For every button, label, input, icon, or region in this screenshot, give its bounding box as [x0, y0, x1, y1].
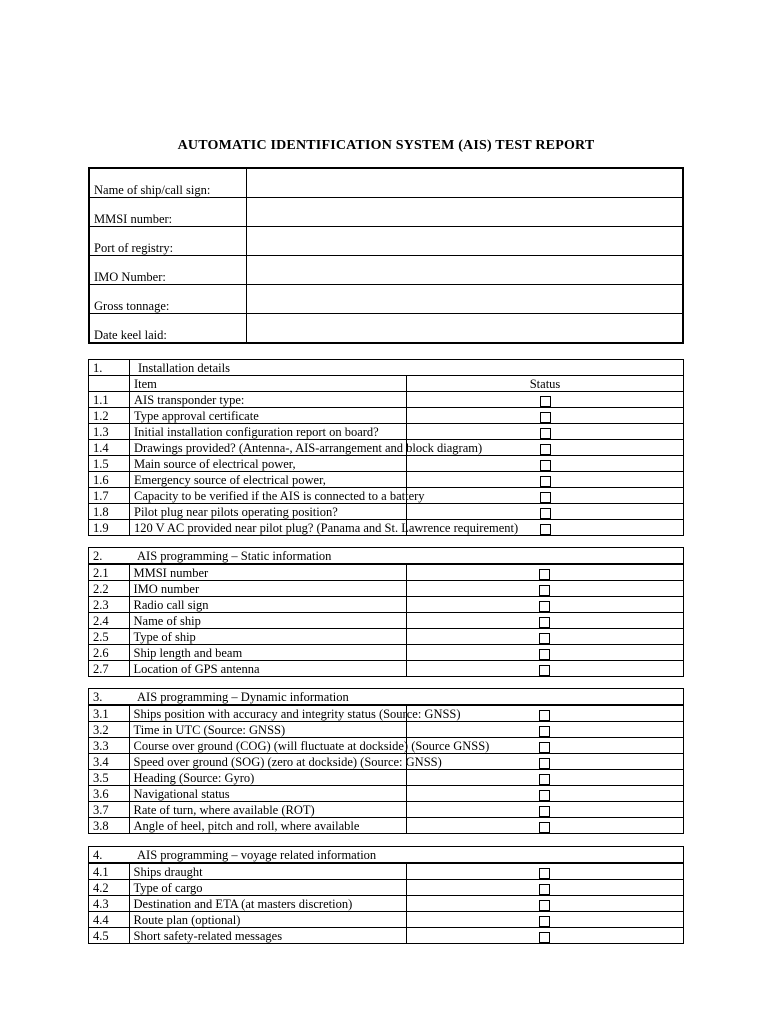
- info-label-mmsi: MMSI number:: [89, 198, 247, 227]
- row-number: 2.7: [89, 661, 130, 677]
- status-cell: [406, 770, 683, 786]
- row-item: Type of cargo: [129, 880, 406, 896]
- row-item: MMSI number: [129, 564, 406, 581]
- section-title-text: AIS programming – Static information: [137, 549, 332, 563]
- row-number: 2.5: [89, 629, 130, 645]
- info-label-ship-name: Name of ship/call sign:: [89, 168, 247, 198]
- status-checkbox[interactable]: [539, 617, 550, 628]
- status-cell: [407, 472, 684, 488]
- status-checkbox[interactable]: [539, 633, 550, 644]
- status-checkbox[interactable]: [539, 868, 550, 879]
- row-number: 3.4: [89, 754, 130, 770]
- status-cell: [406, 912, 683, 928]
- status-checkbox[interactable]: [539, 585, 550, 596]
- row-item: Ship length and beam: [129, 645, 406, 661]
- row-number: 1.3: [89, 424, 130, 440]
- row-item: Ships draught: [129, 863, 406, 880]
- table-row: [89, 645, 684, 661]
- status-cell: [407, 424, 684, 440]
- table-row: [89, 564, 684, 581]
- table-row: [89, 504, 684, 520]
- status-checkbox[interactable]: [539, 822, 550, 833]
- row-item: Main source of electrical power,: [130, 456, 407, 472]
- row-number: 1.1: [89, 392, 130, 408]
- info-label-gross-tonnage: Gross tonnage:: [89, 285, 247, 314]
- row-number: 3.7: [89, 802, 130, 818]
- status-checkbox[interactable]: [540, 444, 551, 455]
- section-header-row: [89, 548, 684, 565]
- status-checkbox[interactable]: [539, 742, 550, 753]
- table-row: [89, 488, 684, 504]
- row-number: 1.6: [89, 472, 130, 488]
- row-item: Speed over ground (SOG) (zero at dockside) (Source: GNSS): [129, 754, 406, 770]
- row-item: Route plan (optional): [129, 912, 406, 928]
- section-static-information: [88, 547, 684, 677]
- status-checkbox[interactable]: [540, 508, 551, 519]
- info-label-imo: IMO Number:: [89, 256, 247, 285]
- section-number: 4.: [89, 847, 130, 864]
- row-item: IMO number: [129, 581, 406, 597]
- section-header-row: [89, 847, 684, 864]
- row-number: 4.5: [89, 928, 130, 944]
- section-title-text: AIS programming – voyage related information: [137, 848, 377, 862]
- table-row: [89, 424, 684, 440]
- row-number: 1.4: [89, 440, 130, 456]
- info-row: [89, 314, 683, 344]
- row-number: 3.3: [89, 738, 130, 754]
- table-row: [89, 520, 684, 536]
- status-checkbox[interactable]: [540, 428, 551, 439]
- row-number: 2.6: [89, 645, 130, 661]
- status-checkbox[interactable]: [540, 492, 551, 503]
- row-number: 1.9: [89, 520, 130, 536]
- status-cell: [406, 597, 683, 613]
- row-item: Time in UTC (Source: GNSS): [129, 722, 406, 738]
- status-cell: [406, 613, 683, 629]
- status-checkbox[interactable]: [539, 758, 550, 769]
- status-checkbox[interactable]: [539, 900, 550, 911]
- row-item: Location of GPS antenna: [129, 661, 406, 677]
- row-number: 3.1: [89, 705, 130, 722]
- info-row: [89, 285, 683, 314]
- status-checkbox[interactable]: [539, 932, 550, 943]
- table-row: [89, 456, 684, 472]
- status-checkbox[interactable]: [540, 476, 551, 487]
- row-item: Rate of turn, where available (ROT): [129, 802, 406, 818]
- info-row: [89, 198, 683, 227]
- section-dynamic-information: [88, 688, 684, 834]
- section-number: 3.: [89, 689, 130, 706]
- status-checkbox[interactable]: [539, 774, 550, 785]
- section-title-text: Installation details: [138, 361, 230, 375]
- section-title: [129, 548, 684, 565]
- row-number: 1.7: [89, 488, 130, 504]
- row-item: Pilot plug near pilots operating position?: [130, 504, 407, 520]
- info-value-port[interactable]: [247, 227, 684, 256]
- status-cell: [407, 408, 684, 424]
- row-item: Name of ship: [129, 613, 406, 629]
- status-cell: [406, 786, 683, 802]
- table-row: [89, 928, 684, 944]
- report-title: AUTOMATIC IDENTIFICATION SYSTEM (AIS) TEST REPORT: [177, 138, 595, 153]
- row-item: Capacity to be verified if the AIS is connected to a battery: [130, 488, 407, 504]
- info-row: [89, 227, 683, 256]
- row-item: Type approval certificate: [130, 408, 407, 424]
- status-cell: [407, 392, 684, 408]
- row-number: 4.3: [89, 896, 130, 912]
- row-number: 2.2: [89, 581, 130, 597]
- status-cell: [406, 645, 683, 661]
- section-header-row: [89, 360, 684, 376]
- row-number: 4.2: [89, 880, 130, 896]
- status-cell: [406, 629, 683, 645]
- status-checkbox[interactable]: [539, 916, 550, 927]
- row-number: 3.5: [89, 770, 130, 786]
- info-row: [89, 256, 683, 285]
- section-title: [130, 360, 684, 376]
- status-cell: [407, 488, 684, 504]
- status-cell: [406, 896, 683, 912]
- status-cell: [406, 802, 683, 818]
- row-item: Destination and ETA (at masters discretion): [129, 896, 406, 912]
- row-item: Radio call sign: [129, 597, 406, 613]
- table-row: [89, 770, 684, 786]
- section-title-text: AIS programming – Dynamic information: [137, 690, 349, 704]
- section-title: [129, 847, 684, 864]
- table-row: [89, 705, 684, 722]
- row-item: Heading (Source: Gyro): [129, 770, 406, 786]
- section-title: [129, 689, 684, 706]
- status-cell: [406, 754, 683, 770]
- row-number: 2.1: [89, 564, 130, 581]
- info-row: [89, 168, 683, 198]
- table-row: [89, 472, 684, 488]
- status-checkbox[interactable]: [540, 412, 551, 423]
- row-item: Type of ship: [129, 629, 406, 645]
- status-checkbox[interactable]: [540, 396, 551, 407]
- row-number: 1.8: [89, 504, 130, 520]
- status-checkbox[interactable]: [539, 569, 550, 580]
- status-cell: [406, 722, 683, 738]
- table-row: [89, 440, 684, 456]
- row-item: Short safety-related messages: [129, 928, 406, 944]
- row-item: Emergency source of electrical power,: [130, 472, 407, 488]
- table-row: [89, 802, 684, 818]
- table-row: [89, 912, 684, 928]
- status-checkbox[interactable]: [539, 601, 550, 612]
- status-checkbox[interactable]: [539, 884, 550, 895]
- status-checkbox[interactable]: [539, 710, 550, 721]
- table-row: [89, 880, 684, 896]
- table-row: [89, 818, 684, 834]
- status-checkbox[interactable]: [539, 790, 550, 801]
- section-header-row: [89, 689, 684, 706]
- info-value-date-keel[interactable]: [247, 314, 684, 344]
- row-number: 4.4: [89, 912, 130, 928]
- status-cell: [406, 928, 683, 944]
- status-cell: [406, 880, 683, 896]
- row-number: 3.6: [89, 786, 130, 802]
- row-number: 4.1: [89, 863, 130, 880]
- status-checkbox[interactable]: [539, 649, 550, 660]
- info-value-ship-name[interactable]: [247, 168, 684, 198]
- table-row: [89, 896, 684, 912]
- table-row: [89, 613, 684, 629]
- table-row: [89, 661, 684, 677]
- section-number: 2.: [89, 548, 130, 565]
- row-item: Drawings provided? (Antenna-, AIS-arrangement and block diagram): [130, 440, 407, 456]
- status-cell: [406, 863, 683, 880]
- status-checkbox[interactable]: [540, 524, 551, 535]
- info-value-imo[interactable]: [247, 256, 684, 285]
- row-number: 2.3: [89, 597, 130, 613]
- status-checkbox[interactable]: [539, 806, 550, 817]
- row-item: 120 V AC provided near pilot plug? (Panama and St. Lawrence requirement): [130, 520, 407, 536]
- info-label-date-keel: Date keel laid:: [89, 314, 247, 344]
- info-label-port: Port of registry:: [89, 227, 247, 256]
- row-item: Ships position with accuracy and integrity status (Source: GNSS): [129, 705, 406, 722]
- status-cell: [407, 504, 684, 520]
- column-header-row: [89, 376, 684, 392]
- table-row: [89, 392, 684, 408]
- row-item: Angle of heel, pitch and roll, where available: [129, 818, 406, 834]
- ship-info-table: [88, 167, 684, 344]
- status-checkbox[interactable]: [539, 726, 550, 737]
- row-number: 2.4: [89, 613, 130, 629]
- section-installation-details: [88, 359, 684, 536]
- table-row: [89, 786, 684, 802]
- row-item: Navigational status: [129, 786, 406, 802]
- row-item: AIS transponder type:: [130, 392, 407, 408]
- status-cell: [406, 818, 683, 834]
- section-number: 1.: [89, 360, 130, 376]
- status-cell: [407, 456, 684, 472]
- column-header-num: [89, 376, 130, 392]
- info-value-mmsi[interactable]: [247, 198, 684, 227]
- status-cell: [406, 564, 683, 581]
- status-checkbox[interactable]: [540, 460, 551, 471]
- table-row: [89, 722, 684, 738]
- column-header-status: Status: [407, 376, 684, 392]
- row-number: 1.2: [89, 408, 130, 424]
- row-item: Initial installation configuration report on board?: [130, 424, 407, 440]
- status-cell: [406, 661, 683, 677]
- row-number: 1.5: [89, 456, 130, 472]
- section-voyage-information: [88, 846, 684, 944]
- status-cell: [406, 581, 683, 597]
- table-row: [89, 754, 684, 770]
- table-row: [89, 581, 684, 597]
- table-row: [89, 738, 684, 754]
- column-header-item: Item: [130, 376, 407, 392]
- info-value-gross-tonnage[interactable]: [247, 285, 684, 314]
- row-item: Course over ground (COG) (will fluctuate at dockside) (Source GNSS): [129, 738, 406, 754]
- status-checkbox[interactable]: [539, 665, 550, 676]
- table-row: [89, 597, 684, 613]
- table-row: [89, 629, 684, 645]
- row-number: 3.8: [89, 818, 130, 834]
- table-row: [89, 863, 684, 880]
- table-row: [89, 408, 684, 424]
- row-number: 3.2: [89, 722, 130, 738]
